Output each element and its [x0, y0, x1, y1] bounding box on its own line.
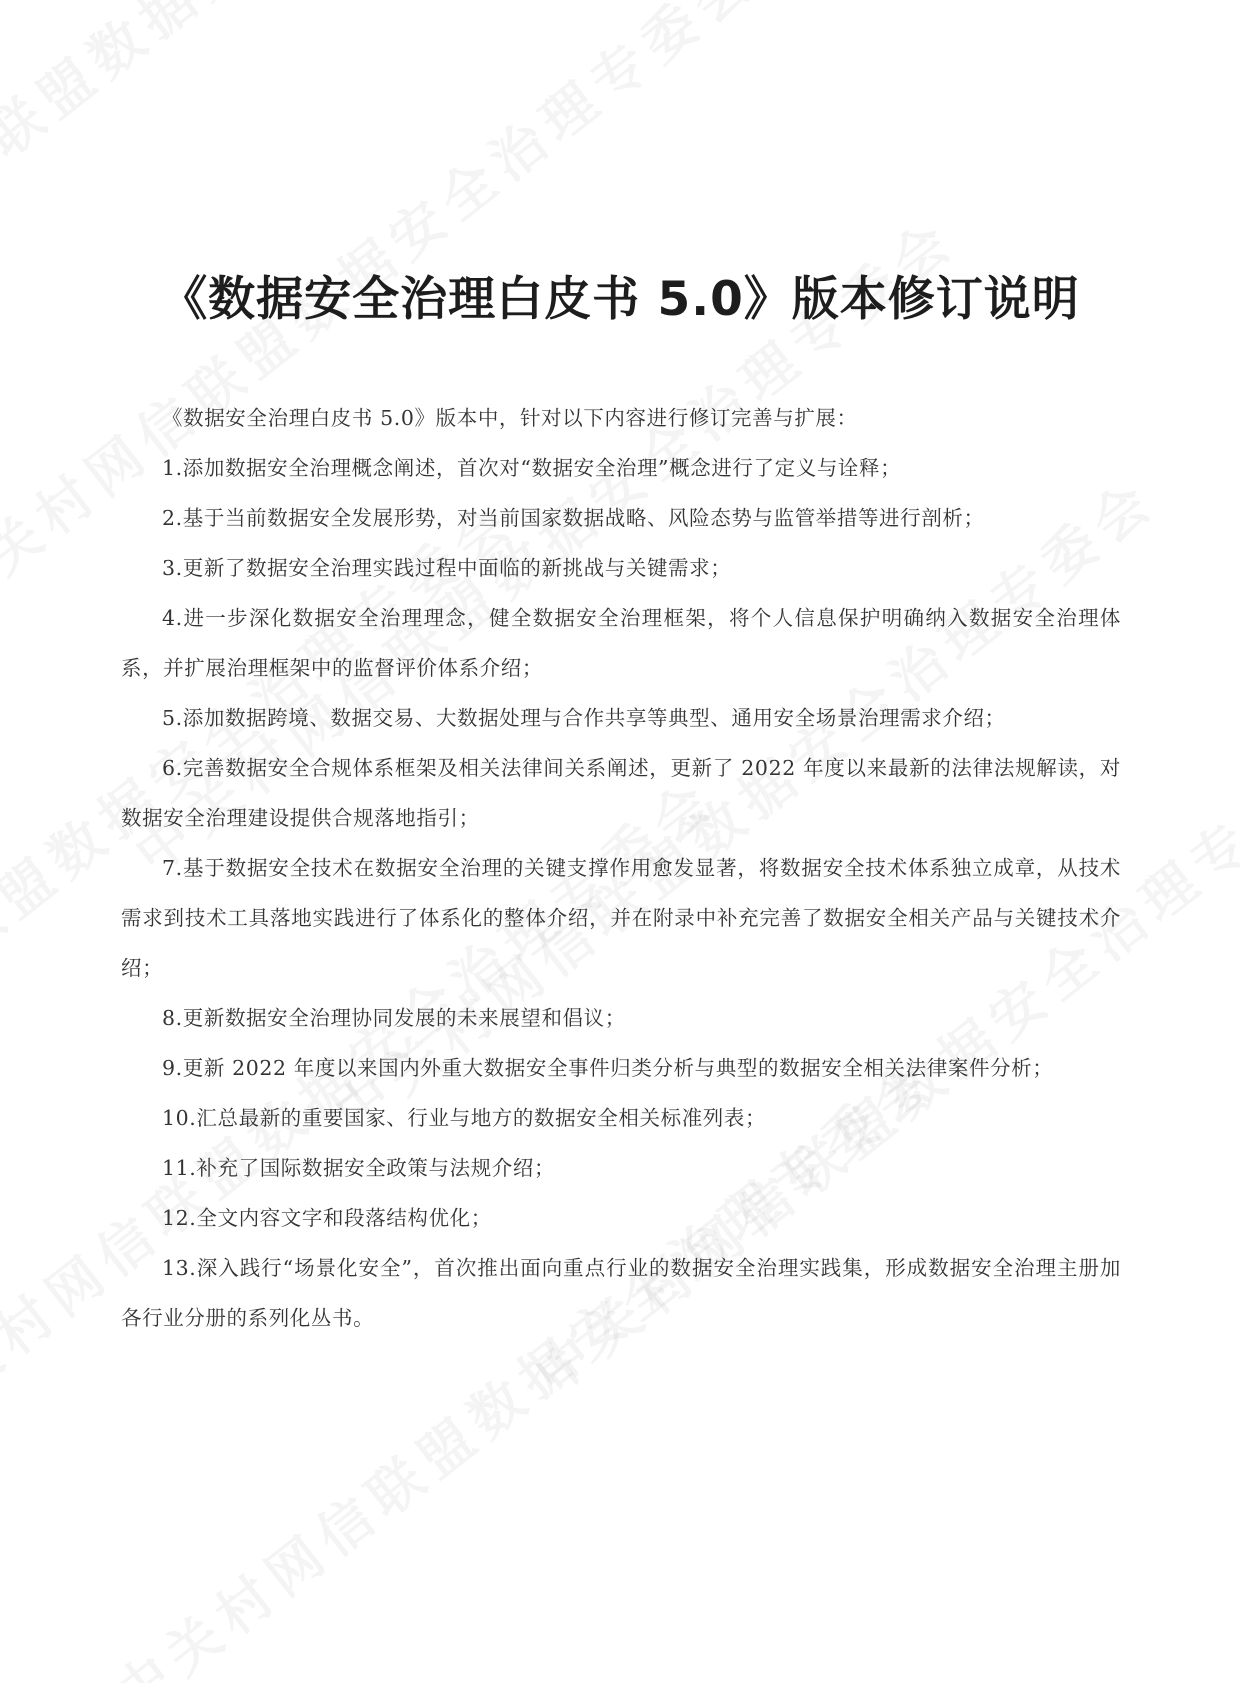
list-item: 9.更新 2022 年度以来国内外重大数据安全事件归类分析与典型的数据安全相关法律案件分析；	[162, 1056, 1054, 1080]
intro-paragraph: 《数据安全治理白皮书 5.0》版本中，针对以下内容进行修订完善与扩展：	[162, 406, 858, 430]
list-item: 10.汇总最新的重要国家、行业与地方的数据安全相关标准列表；	[162, 1106, 767, 1130]
list-item: 6.完善数据安全合规体系框架及相关法律间关系阐述，更新了 2022 年度以来最新的法律法规解读，对数据安全治理建设提供合规落地指引；	[121, 756, 1121, 830]
page-title: 《数据安全治理白皮书 5.0》版本修订说明	[160, 272, 1080, 327]
list-item: 13.深入践行“场景化安全”，首次推出面向重点行业的数据安全治理实践集，形成数据安全治理主册加各行业分册的系列化丛书。	[121, 1256, 1121, 1330]
list-item: 11.补充了国际数据安全政策与法规介绍；	[162, 1156, 556, 1180]
list-item: 8.更新数据安全治理协同发展的未来展望和倡议；	[162, 1006, 626, 1030]
list-item: 2.基于当前数据安全发展形势，对当前国家数据战略、风险态势与监管举措等进行剖析；	[162, 506, 985, 530]
list-item: 5.添加数据跨境、数据交易、大数据处理与合作共享等典型、通用安全场景治理需求介绍；	[162, 706, 1006, 730]
list-item: 4.进一步深化数据安全治理理念，健全数据安全治理框架，将个人信息保护明确纳入数据安全治理体系，并扩展治理框架中的监督评价体系介绍；	[121, 606, 1121, 680]
revision-notes	[121, 393, 1121, 1343]
list-item: 7.基于数据安全技术在数据安全治理的关键支撑作用愈发显著，将数据安全技术体系独立成章，从技术需求到技术工具落地实践进行了体系化的整体介绍，并在附录中补充完善了数据安全相关产品与关键技术介绍；	[121, 856, 1121, 980]
list-item: 1.添加数据安全治理概念阐述，首次对“数据安全治理”概念进行了定义与诠释；	[162, 456, 902, 480]
list-item: 3.更新了数据安全治理实践过程中面临的新挑战与关键需求；	[162, 556, 732, 580]
list-item: 12.全文内容文字和段落结构优化；	[162, 1206, 492, 1230]
